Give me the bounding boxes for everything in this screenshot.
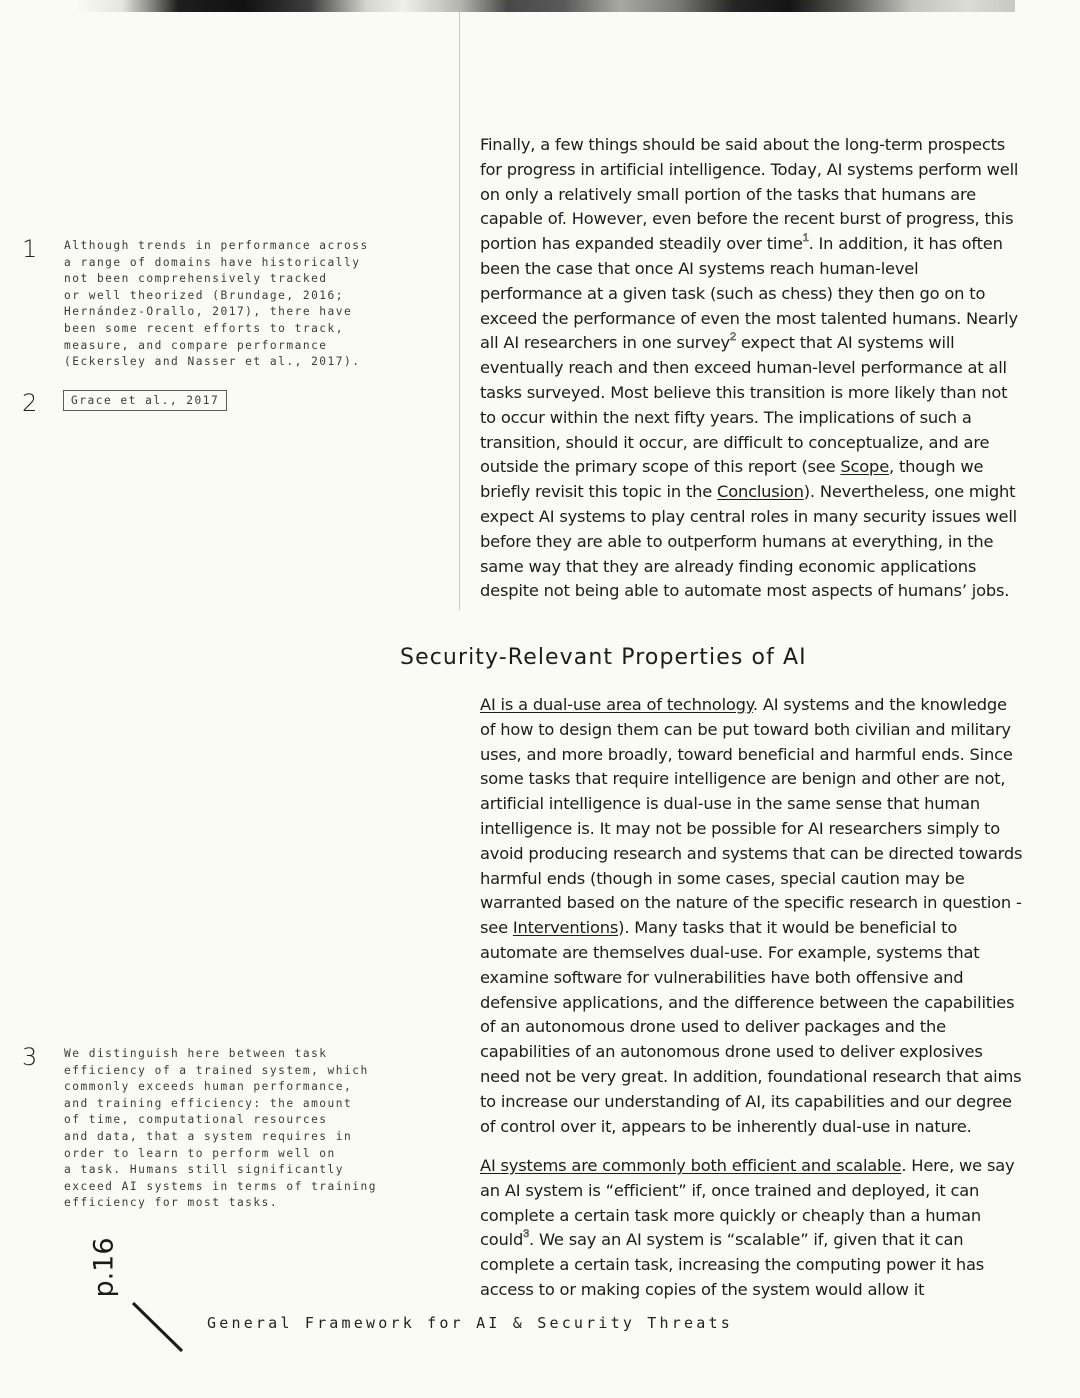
intro-text-2: . In addition, it has often been the case that once AI systems reach human-level performance at a given task (such as chess) they then go on to exceed the performance of even the most talented humans. Nearly all AI researchers in one survey — [480, 234, 1018, 353]
footnote-number-2: 2 — [22, 389, 38, 417]
running-title: General Framework for AI & Security Threats — [207, 1314, 733, 1332]
footnote-number-1: 1 — [22, 235, 38, 263]
footnote-number-3: 3 — [22, 1043, 38, 1071]
conclusion-link[interactable]: Conclusion — [717, 482, 804, 502]
section-title: Security-Relevant Properties of AI — [400, 645, 807, 670]
intro-text-3: expect that AI systems will eventually reach and then exceed human-level performance at all tasks surveyed. Most believe this transition is more likely than not to occur within the next fifty years. The implications of such a transition, should it occur, are difficult to conceptualize, and are outside the primary scope of this report (see — [480, 333, 1008, 477]
footnote-text-2: Grace et al., 2017 — [63, 390, 227, 411]
footnote-ref-2[interactable]: 2 — [730, 331, 736, 344]
dual-use-text-2: ). Many tasks that it would be beneficial to automate are themselves dual-use. For example, systems that examine software for vulnerabilities have both offensive and defensive applications, and the difference between the capabilities of an autonomous drone used to deliver packages and the capabilities of an autonomous drone used to deliver explosives need not be very great. In addition, foundational research that aims to increase our understanding of AI, its capabilities and our degree of control over it, appears to be inherently dual-use in nature. — [480, 918, 1022, 1136]
footnote-ref-1[interactable]: 1 — [802, 232, 809, 245]
column-divider — [459, 12, 460, 610]
efficiency-paragraph — [480, 1154, 1025, 1303]
intro-text-5: ). Nevertheless, one might expect AI systems to play central roles in many security issues well before they are able to outperform humans at everything, in the same way that they are already finding economic applications despite not being able to automate most aspects of humans’ jobs. — [480, 482, 1017, 601]
footnote-text-3: We distinguish here between task efficiency of a trained system, which commonly exceeds human performance, and training efficiency: the amount of time, computational resources and data, that a system requires in order to learn to perform well on a task. Humans still significantly exceed AI systems in terms of training efficiency for most tasks. — [64, 1047, 377, 1210]
dual-use-text-1: . AI systems and the knowledge of how to design them can be put toward both civilian and military uses, and more broadly, toward beneficial and harmful ends. Since some tasks that require intelligence are benign and other are not, artificial intelligence is dual-use in the same sense that human intelligence is. It may not be possible for AI researchers simply to avoid producing research and systems that can be directed towards harmful ends (though in some cases, special caution may be warranted based on the nature of the specific research in question - see — [480, 695, 1023, 938]
intro-text-4: , though we briefly revisit this topic in the — [480, 457, 984, 502]
footnote-ref-3[interactable]: 3 — [523, 1228, 530, 1241]
slash-divider-icon — [130, 1300, 190, 1356]
footnote-text-1: Although trends in performance across a range of domains have historically not been comprehensively tracked or well theorized (Brundage, 2016; Hernández-Orallo, 2017), there have been some recent efforts to track, measure, and compare performance (Eckersley and Nasser et al., 2017). — [64, 239, 369, 369]
scope-link[interactable]: Scope — [840, 457, 890, 477]
interventions-link[interactable]: Interventions — [512, 918, 619, 938]
dual-use-paragraph — [480, 693, 1025, 1139]
intro-paragraph — [480, 133, 1025, 604]
page-number-label: p.16 — [88, 1237, 120, 1298]
dual-use-heading-link[interactable]: AI is a dual-use area of technology — [480, 695, 753, 714]
efficiency-heading-link[interactable]: AI systems are commonly both efficient and scalable — [480, 1156, 902, 1175]
efficiency-text-1: . Here, we say an AI system is “efficient” if, once trained and deployed, it can complete a certain task more quickly or cheaply than a human could — [480, 1156, 1015, 1250]
intro-text-1: Finally, a few things should be said about the long-term prospects for progress in artificial intelligence. Today, AI systems perform well on only a relatively small portion of the tasks that humans are capable of. However, even before the recent burst of progress, this portion has expanded steadily over time — [480, 135, 1019, 254]
top-gradient-bar — [75, 0, 1015, 12]
page-number — [82, 1232, 142, 1298]
efficiency-text-2: . We say an AI system is “scalable” if, given that it can complete a certain task, increasing the computing power it has access to or making copies of the system would allow it — [480, 1230, 985, 1299]
